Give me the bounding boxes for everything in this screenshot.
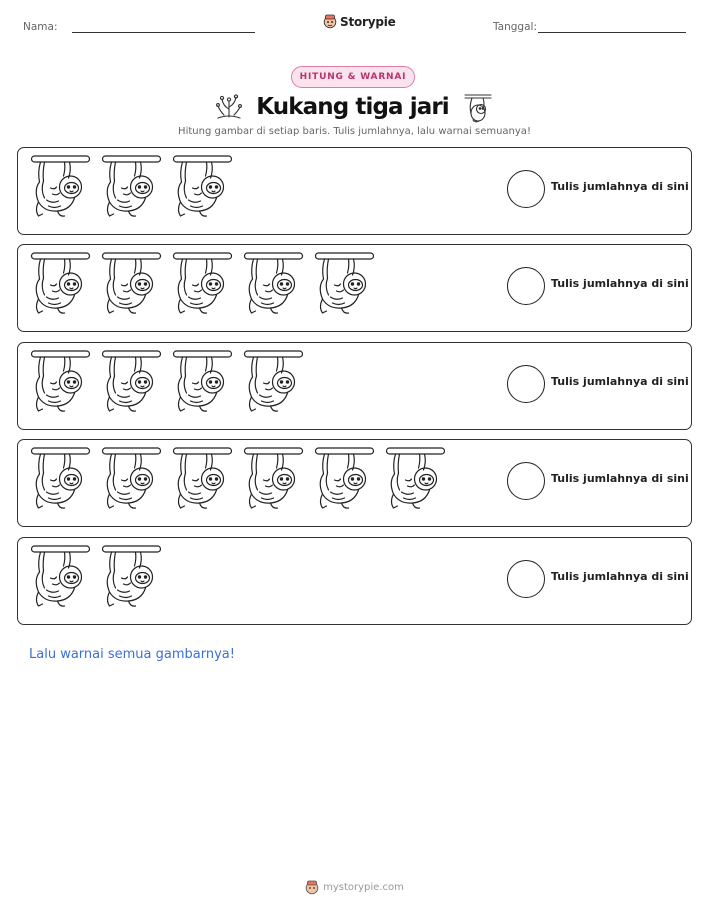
- counting-row-5: [17, 537, 692, 625]
- name-label: Nama:: [23, 21, 58, 33]
- category-badge: HITUNG & WARNAI: [291, 66, 415, 88]
- counting-row-3: [17, 342, 692, 430]
- sloth-group: [30, 349, 304, 415]
- sloth-hanging-icon: [172, 154, 233, 220]
- counting-row-2: [17, 244, 692, 332]
- date-label: Tanggal:: [493, 21, 537, 33]
- coral-icon: [214, 93, 244, 121]
- title-row: [0, 90, 709, 124]
- page-subtitle: Hitung gambar di setiap baris. Tulis jumlahnya, lalu warnai semuanya!: [178, 126, 531, 137]
- coloring-instruction: Lalu warnai semua gambarnya!: [29, 647, 235, 662]
- sloth-hanging-icon: [101, 544, 162, 610]
- answer-label: Tulis jumlahnya di sini: [551, 277, 689, 290]
- sloth-hanging-icon: [30, 349, 91, 415]
- sloth-hanging-icon: [101, 154, 162, 220]
- answer-label: Tulis jumlahnya di sini: [551, 180, 689, 193]
- sloth-icon: [461, 90, 495, 124]
- answer-circle[interactable]: [507, 267, 545, 305]
- sloth-hanging-icon: [30, 154, 91, 220]
- counting-row-4: [17, 439, 692, 527]
- answer-circle[interactable]: [507, 560, 545, 598]
- brand-logo: [323, 14, 396, 29]
- sloth-hanging-icon: [172, 349, 233, 415]
- storypie-logo-icon: [323, 14, 337, 29]
- sloth-hanging-icon: [30, 544, 91, 610]
- sloth-group: [30, 154, 233, 220]
- sloth-hanging-icon: [101, 446, 162, 512]
- sloth-group: [30, 544, 162, 610]
- sloth-hanging-icon: [172, 251, 233, 317]
- sloth-hanging-icon: [172, 446, 233, 512]
- sloth-hanging-icon: [314, 251, 375, 317]
- answer-circle[interactable]: [507, 170, 545, 208]
- sloth-group: [30, 446, 446, 512]
- sloth-group: [30, 251, 375, 317]
- page-title: Kukang tiga jari: [256, 94, 449, 120]
- answer-label: Tulis jumlahnya di sini: [551, 570, 689, 583]
- answer-label: Tulis jumlahnya di sini: [551, 472, 689, 485]
- footer: [0, 880, 709, 895]
- counting-row-1: [17, 147, 692, 235]
- sloth-hanging-icon: [385, 446, 446, 512]
- brand-name: Storypie: [340, 14, 396, 29]
- sloth-hanging-icon: [314, 446, 375, 512]
- sloth-hanging-icon: [101, 251, 162, 317]
- answer-label: Tulis jumlahnya di sini: [551, 375, 689, 388]
- sloth-hanging-icon: [30, 446, 91, 512]
- storypie-logo-icon: [305, 880, 319, 895]
- answer-circle[interactable]: [507, 365, 545, 403]
- sloth-hanging-icon: [30, 251, 91, 317]
- sloth-hanging-icon: [243, 349, 304, 415]
- answer-circle[interactable]: [507, 462, 545, 500]
- sloth-hanging-icon: [243, 446, 304, 512]
- date-line[interactable]: [538, 32, 686, 33]
- sloth-hanging-icon: [101, 349, 162, 415]
- name-line[interactable]: [72, 32, 255, 33]
- footer-url[interactable]: mystorypie.com: [323, 882, 404, 893]
- sloth-hanging-icon: [243, 251, 304, 317]
